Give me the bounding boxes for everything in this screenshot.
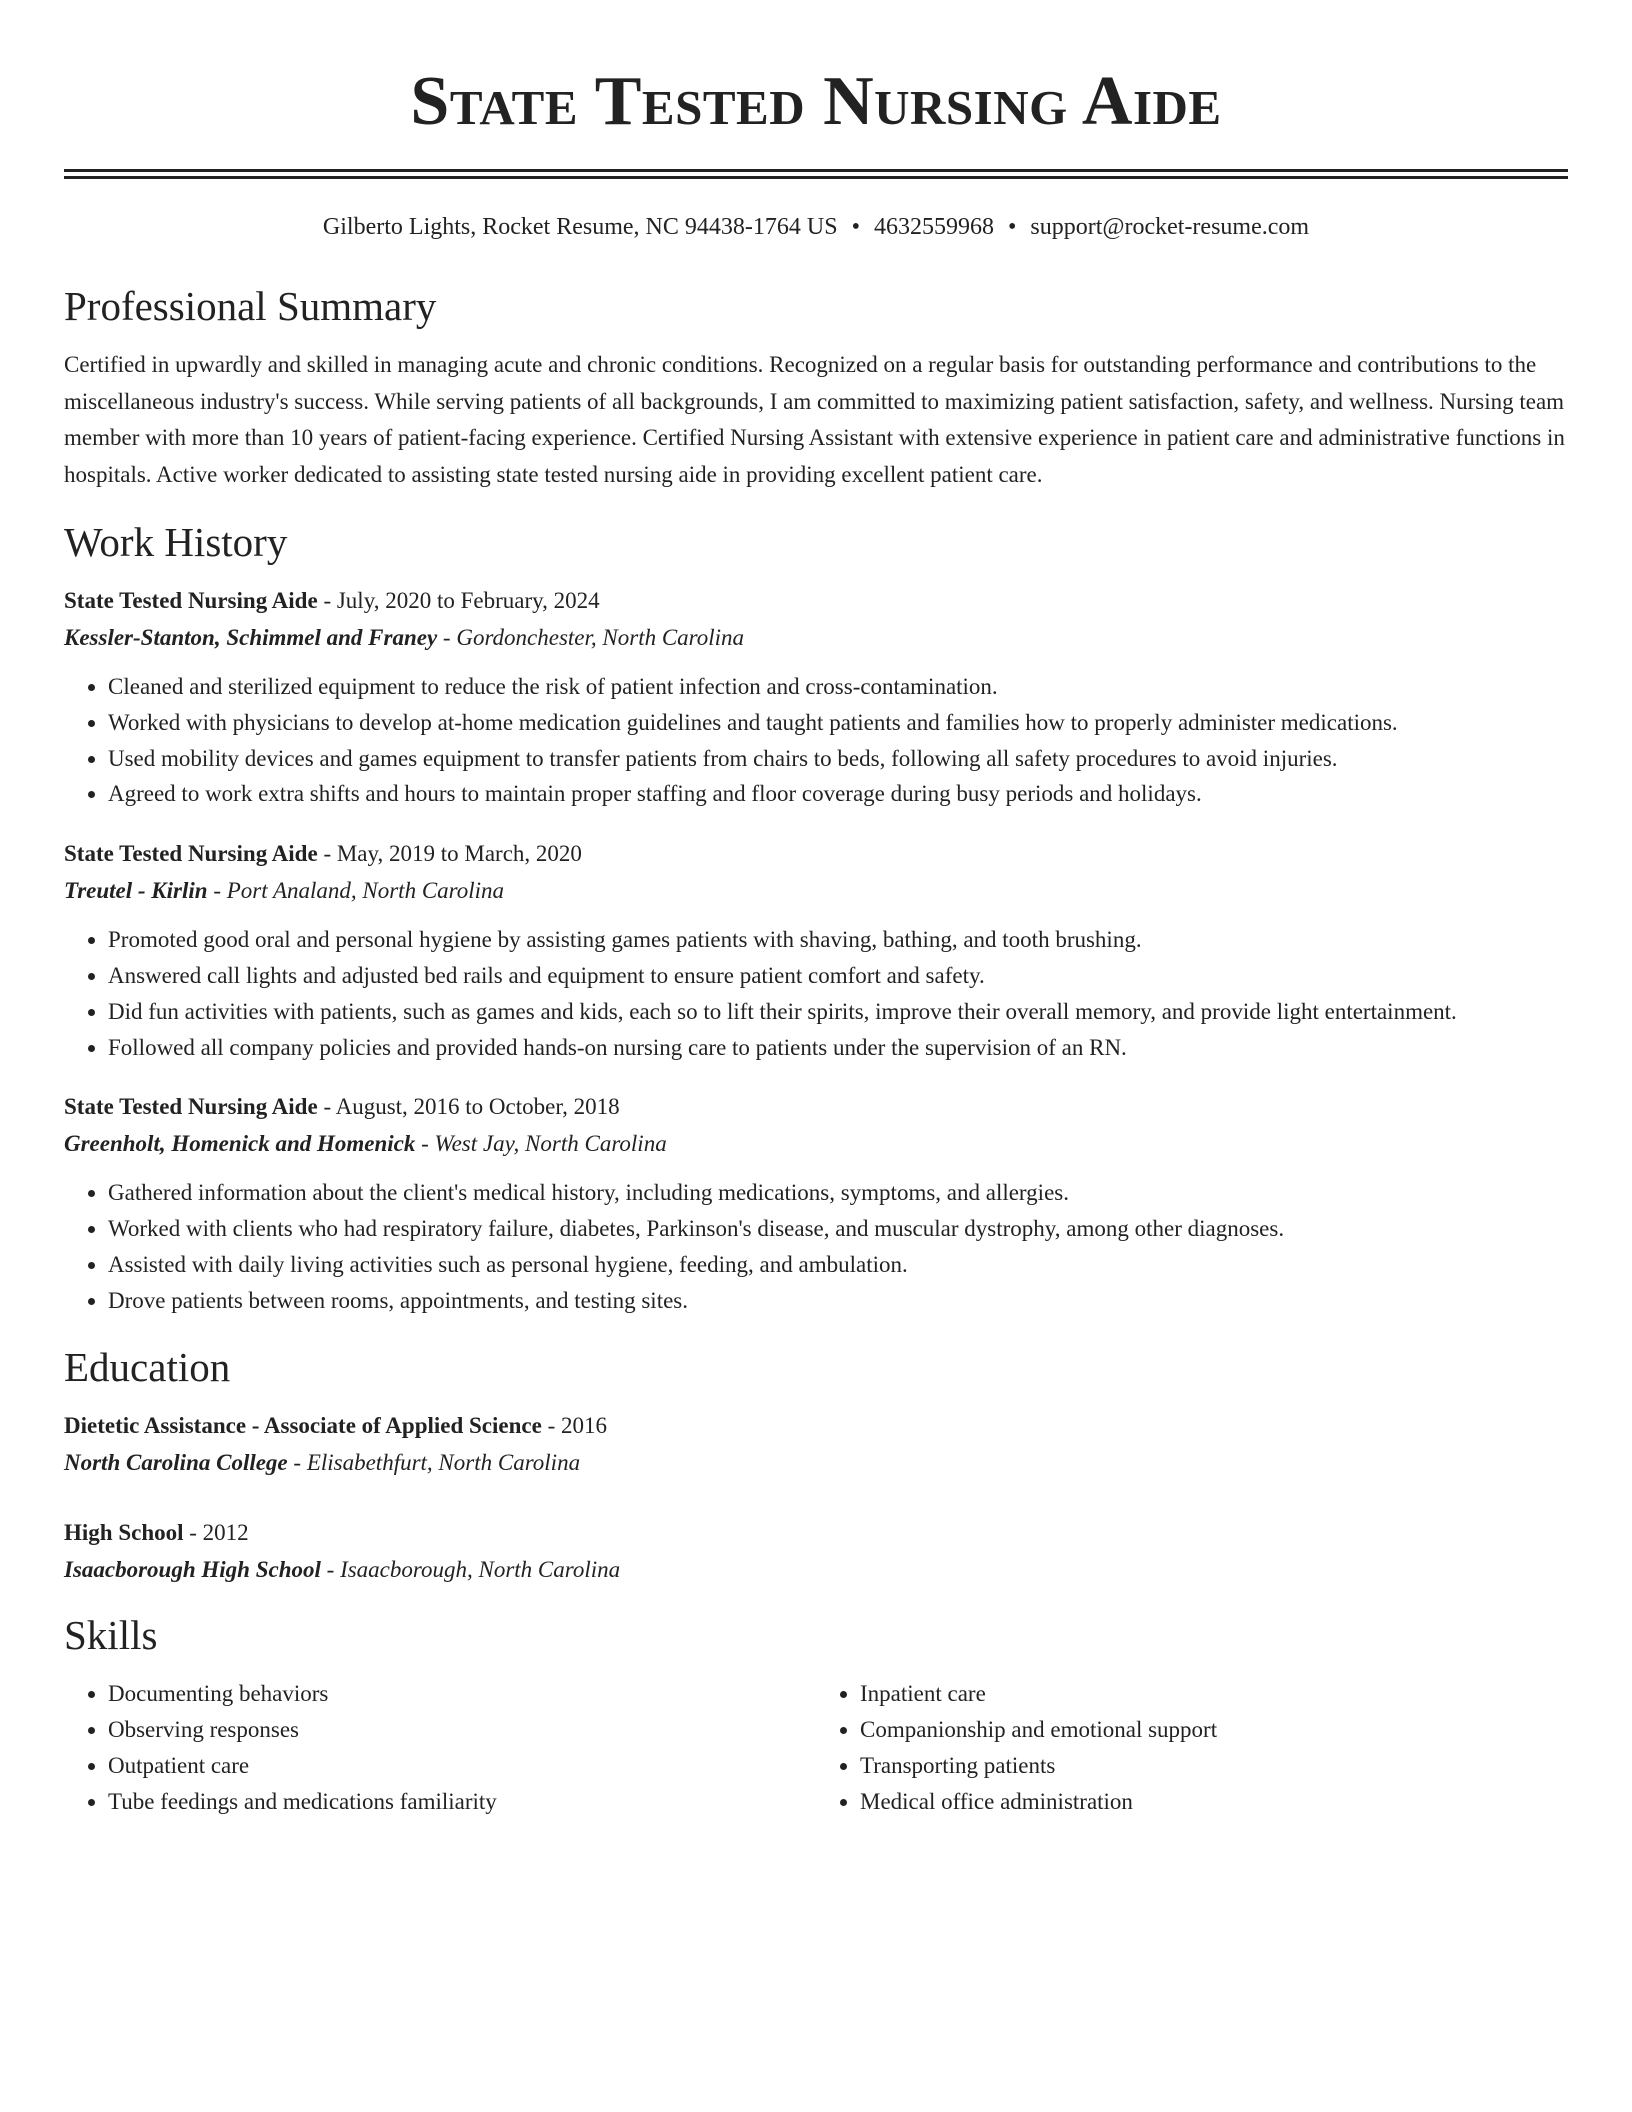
job-location: - West Jay, North Carolina <box>415 1131 667 1157</box>
job-bullets <box>64 669 1568 813</box>
job-employer: Kessler-Stanton, Schimmel and Franey <box>64 625 438 651</box>
skill-item: • Transporting patients <box>860 1748 1568 1784</box>
job-employer: Treutel - Kirlin <box>64 878 208 904</box>
contact-separator: • <box>851 213 860 240</box>
education-degree: High School <box>64 1520 184 1546</box>
skills-heading: Skills <box>64 1611 158 1658</box>
education-school-line <box>64 1552 1568 1589</box>
job-bullet: • Assisted with daily living activities such as personal hygiene, feeding, and ambulation. <box>108 1247 1568 1283</box>
job-title: State Tested Nursing Aide <box>64 841 318 867</box>
job-bullets <box>64 922 1568 1066</box>
education-heading: Education <box>64 1343 231 1390</box>
education-year: - 2012 <box>183 1520 249 1546</box>
education-degree: Dietetic Assistance - Associate of Applied Science <box>64 1412 542 1438</box>
skill-item: • Observing responses <box>108 1712 816 1748</box>
summary-heading: Professional Summary <box>64 282 437 329</box>
education-school-line <box>64 1445 1568 1482</box>
job-bullet: • Agreed to work extra shifts and hours to maintain proper staffing and floor coverage during busy periods and holidays. <box>108 776 1568 812</box>
job-title-line <box>64 836 1568 873</box>
skill-item: • Inpatient care <box>860 1676 1568 1712</box>
job-bullet: • Worked with physicians to develop at-home medication guidelines and taught patients and families how to properly administer medications. <box>108 705 1568 741</box>
job-bullet: • Followed all company policies and provided hands-on nursing care to patients under the supervision of an RN. <box>108 1030 1568 1066</box>
contact-email: support@rocket-resume.com <box>1030 213 1310 240</box>
skill-item: • Outpatient care <box>108 1748 816 1784</box>
skill-item: • Companionship and emotional support <box>860 1712 1568 1748</box>
skill-item: • Tube feedings and medications familiarity <box>108 1784 816 1820</box>
skills-list-left <box>64 1676 816 1820</box>
title-double-rule <box>64 169 1568 179</box>
education-location: - Elisabethfurt, North Carolina <box>287 1449 581 1475</box>
contact-address: Gilberto Lights, Rocket Resume, NC 94438-1764 US <box>322 213 838 240</box>
education-entry <box>64 1515 1568 1589</box>
job-location: - Port Analand, North Carolina <box>207 878 505 904</box>
skills-list-right <box>816 1676 1568 1820</box>
job-bullet: • Did fun activities with patients, such as games and kids, each so to lift their spirits, improve their overall memory, and provide light entertainment. <box>108 994 1568 1030</box>
education-school: Isaacborough High School <box>64 1557 321 1583</box>
skills-columns <box>64 1676 1568 1820</box>
resume-title: State Tested Nursing Aide <box>410 63 1222 140</box>
job-bullet: • Answered call lights and adjusted bed rails and equipment to ensure patient comfort and safety. <box>108 958 1568 994</box>
job-employer-line <box>64 873 1568 910</box>
job-entry <box>64 836 1568 1065</box>
job-employer: Greenholt, Homenick and Homenick <box>64 1131 416 1157</box>
job-dates: - July, 2020 to February, 2024 <box>317 588 600 614</box>
job-bullet: • Promoted good oral and personal hygiene by assisting games patients with shaving, bathing, and tooth brushing. <box>108 922 1568 958</box>
job-entry <box>64 583 1568 812</box>
job-title: State Tested Nursing Aide <box>64 1094 318 1120</box>
contact-phone: 4632559968 <box>873 213 994 240</box>
job-bullet: • Gathered information about the client's medical history, including medications, symptoms, and allergies. <box>108 1175 1568 1211</box>
job-bullet: • Drove patients between rooms, appointments, and testing sites. <box>108 1283 1568 1319</box>
job-bullet: • Used mobility devices and games equipment to transfer patients from chairs to beds, following all safety procedures to avoid injuries. <box>108 741 1568 777</box>
education-entry <box>64 1408 1568 1482</box>
education-location: - Isaacborough, North Carolina <box>320 1557 621 1583</box>
education-degree-line <box>64 1408 1568 1445</box>
job-dates: - May, 2019 to March, 2020 <box>317 841 582 867</box>
contact-line <box>64 209 1568 246</box>
job-bullet: • Cleaned and sterilized equipment to reduce the risk of patient infection and cross-contamination. <box>108 669 1568 705</box>
job-dates: - August, 2016 to October, 2018 <box>317 1094 620 1120</box>
job-employer-line <box>64 1126 1568 1163</box>
skill-item: • Documenting behaviors <box>108 1676 816 1712</box>
job-entry <box>64 1089 1568 1318</box>
work-history-heading: Work History <box>64 519 288 566</box>
job-bullets <box>64 1175 1568 1319</box>
job-bullet: • Worked with clients who had respiratory failure, diabetes, Parkinson's disease, and muscular dystrophy, among other diagnoses. <box>108 1211 1568 1247</box>
job-title-line <box>64 1089 1568 1126</box>
contact-separator: • <box>1007 213 1017 240</box>
skill-item: • Medical office administration <box>860 1784 1568 1820</box>
education-school: North Carolina College <box>64 1449 288 1475</box>
job-location: - Gordonchester, North Carolina <box>437 625 745 651</box>
job-employer-line <box>64 620 1568 657</box>
job-title-line <box>64 583 1568 620</box>
summary-text: Certified in upwardly and skilled in managing acute and chronic conditions. Recognized on a regular basis for outstanding performance and contributions to the miscellaneous industry's success. While serving patients of all backgrounds, I am committed to maximizing patient satisfaction, safety, and wellness. Nursing team member with more than 10 years of patient-facing experience. Certified Nursing Assistant with extensive experience in patient care and administrative functions in hospitals. Active worker dedicated to assisting state tested nursing aide in providing excellent patient care. <box>64 351 1565 488</box>
education-year: - 2016 <box>541 1412 607 1438</box>
education-degree-line <box>64 1515 1568 1552</box>
job-title: State Tested Nursing Aide <box>64 588 318 614</box>
